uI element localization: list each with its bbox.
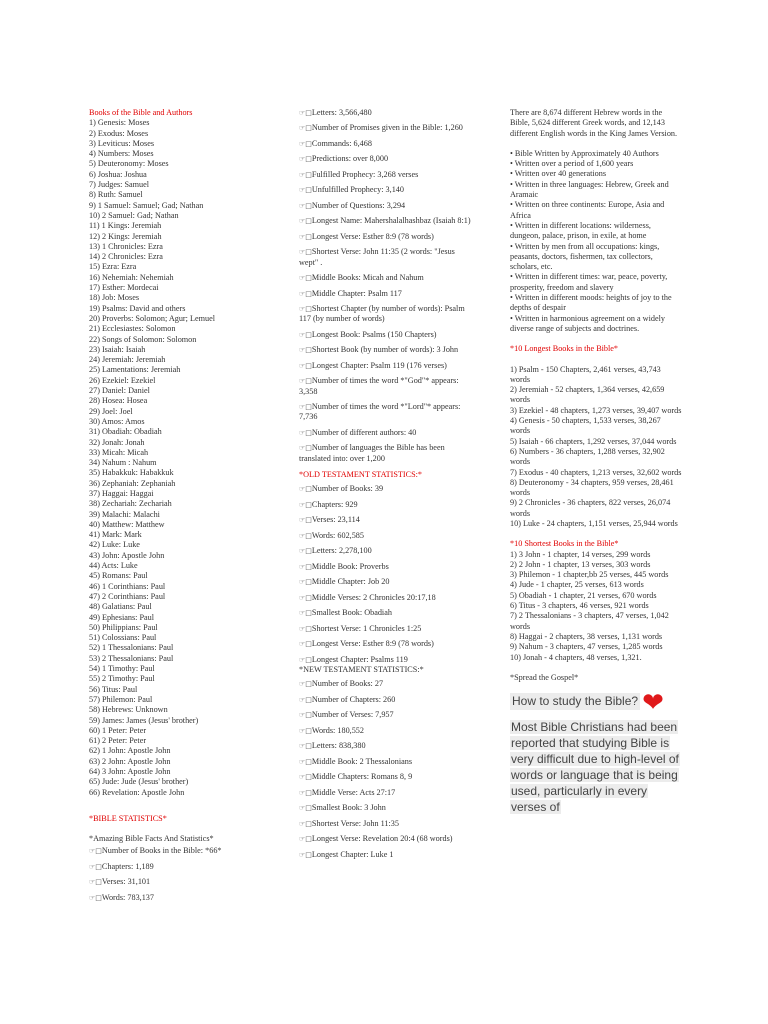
pointing-hand-icon: ☞□ [299, 655, 312, 664]
old-testament-stat [299, 608, 474, 618]
book-author-item: 40) Matthew: Matthew [89, 519, 165, 529]
new-testament-stat-text: Smallest Book: 3 John [311, 803, 386, 813]
new-testament-list [299, 679, 474, 860]
pointing-hand-icon: ☞□ [299, 578, 312, 587]
general-stats-list [299, 108, 474, 464]
new-testament-stat [299, 757, 474, 767]
book-author-item: 65) Jude: Jude (Jesus' brother) [89, 777, 189, 787]
pointing-hand-icon: ☞□ [299, 201, 312, 210]
book-author-item: 13) 1 Chronicles: Ezra [89, 241, 163, 251]
book-author-item: 18) Job: Moses [89, 293, 140, 303]
book-author-item: 25) Lamentations: Jeremiah [89, 365, 181, 375]
book-author-item: 39) Malachi: Malachi [89, 509, 160, 519]
pointing-hand-icon: ☞□ [299, 109, 312, 117]
general-stat-item [299, 139, 474, 149]
general-stat-item [299, 108, 474, 118]
pointing-hand-icon: ☞□ [299, 124, 312, 133]
general-stat-item-text: Longest Chapter: Psalm 119 (176 verses) [311, 360, 447, 370]
old-testament-stat-text: Words: 602,585 [311, 530, 364, 540]
pointing-hand-icon: ☞□ [89, 893, 102, 902]
book-author-item: 62) 1 John: Apostle John [89, 746, 171, 756]
general-stat-item [299, 376, 474, 397]
book-author-item: 47) 2 Corinthians: Paul [89, 591, 166, 601]
longest-book-item: 5) Isaiah - 66 chapters, 1,292 verses, 37,044 words [510, 436, 677, 446]
general-stat-item-text: Number of languages the Bible has been translated into: over 1,200 [299, 443, 445, 463]
bible-stat-item-text: Number of Books in the Bible: *66* [101, 846, 222, 856]
book-author-item: 10) 2 Samuel: Gad; Nathan [89, 210, 179, 220]
book-author-item: 34) Nahum : Nahum [89, 458, 157, 468]
pointing-hand-icon: ☞□ [299, 500, 312, 509]
book-author-item: 61) 2 Peter: Peter [89, 736, 147, 746]
general-stat-item [299, 123, 474, 133]
old-testament-stat [299, 655, 474, 665]
bible-stats-list [89, 846, 289, 903]
new-testament-stat [299, 741, 474, 751]
authorship-bullet: • Written in different locations: wilderness, dungeon, palace, prison, in exile, at home [510, 220, 651, 241]
general-stat-item-text: Middle Books: Micah and Nahum [311, 273, 424, 283]
pointing-hand-icon: ☞□ [89, 878, 102, 887]
general-stat-item-text: Shortest Verse: John 11:35 (2 words: "Jesus wept" . [299, 247, 455, 267]
book-author-item: 1) Genesis: Moses [89, 118, 150, 128]
pointing-hand-icon: ☞□ [299, 444, 312, 453]
general-stat-item-text: Longest Name: Mahershalalhashbaz (Isaiah 8:1) [311, 216, 471, 226]
new-testament-stat [299, 710, 474, 720]
bible-stat-item-text: Verses: 31,101 [101, 877, 151, 887]
book-author-item: 36) Zephaniah: Zephaniah [89, 478, 176, 488]
old-testament-stat [299, 546, 474, 556]
bible-statistics-title: *BIBLE STATISTICS* [89, 813, 167, 823]
pointing-hand-icon: ☞□ [299, 695, 312, 704]
old-testament-list [299, 484, 474, 665]
new-testament-stat-text: Longest Chapter: Luke 1 [311, 849, 394, 859]
longest-book-item: 1) Psalm - 150 Chapters, 2,461 verses, 43,743 words [510, 364, 661, 384]
book-author-item: 23) Isaiah: Isaiah [89, 344, 146, 354]
new-testament-stat-text: Letters: 838,380 [311, 741, 366, 751]
new-testament-stat-text: Middle Chapters: Romans 8, 9 [311, 772, 413, 782]
general-stat-item-text: Middle Chapter: Psalm 117 [311, 288, 402, 298]
new-testament-stat [299, 850, 474, 860]
book-author-item: 29) Joel: Joel [89, 406, 133, 416]
book-author-item: 38) Zechariah: Zechariah [89, 499, 172, 509]
book-author-item: 54) 1 Timothy: Paul [89, 664, 155, 674]
old-testament-stat-text: Letters: 2,278,100 [311, 546, 372, 556]
old-testament-stat [299, 515, 474, 525]
pointing-hand-icon: ☞□ [299, 804, 312, 813]
study-paragraph [510, 719, 682, 815]
book-author-item: 43) John: Apostle John [89, 550, 165, 560]
pointing-hand-icon: ☞□ [299, 624, 312, 633]
general-stat-item-text: Number of Questions: 3,294 [311, 200, 406, 210]
book-author-item: 2) Exodus: Moses [89, 128, 149, 138]
old-testament-stat [299, 593, 474, 603]
pointing-hand-icon: ☞□ [299, 289, 312, 298]
shortest-book-item: 3) Philemon - 1 chapter,bb 25 verses, 445 words [510, 570, 669, 580]
pointing-hand-icon: ☞□ [299, 346, 312, 355]
longest-book-item: 3) Ezekiel - 48 chapters, 1,273 verses, 39,407 words [510, 405, 682, 415]
old-testament-stat-text: Chapters: 929 [311, 499, 358, 509]
pointing-hand-icon: ☞□ [299, 516, 312, 525]
book-author-item: 60) 1 Peter: Peter [89, 725, 147, 735]
new-testament-stat [299, 819, 474, 829]
general-stat-item [299, 232, 474, 242]
shortest-book-item: 2) 2 John - 1 chapter, 13 verses, 303 words [510, 559, 651, 569]
pointing-hand-icon: ☞□ [299, 757, 312, 766]
general-stat-item-text: Fulfilled Prophecy: 3,268 verses [311, 169, 419, 179]
general-stat-item [299, 154, 474, 164]
pointing-hand-icon: ☞□ [299, 850, 312, 859]
book-author-item: 6) Joshua: Joshua [89, 169, 147, 179]
pointing-hand-icon: ☞□ [299, 640, 312, 649]
book-author-item: 11) 1 Kings: Jeremiah [89, 221, 162, 231]
pointing-hand-icon: ☞□ [89, 862, 102, 871]
pointing-hand-icon: ☞□ [299, 835, 312, 844]
shortest-book-item: 5) Obadiah - 1 chapter, 21 verses, 670 words [510, 590, 657, 600]
book-author-item: 32) Jonah: Jonah [89, 437, 145, 447]
authorship-bullet: • Written in harmonious agreement on a widely diverse range of subjects and doctrines. [510, 313, 665, 333]
shortest-book-item: 9) Nahum - 3 chapters, 47 verses, 1,285 words [510, 642, 663, 652]
longest-book-item: 6) Numbers - 36 chapters, 1,288 verses, 32,902 words [510, 446, 665, 467]
general-stat-item-text: Number of times the word *"God"* appears: 3,358 [299, 376, 459, 396]
book-author-item: 44) Acts: Luke [89, 561, 138, 571]
old-testament-stat-text: Shortest Verse: 1 Chronicles 1:25 [311, 623, 422, 633]
longest-books-list [510, 365, 682, 530]
new-testament-stat [299, 788, 474, 798]
old-testament-stat [299, 624, 474, 634]
general-stat-item [299, 170, 474, 180]
general-stat-item [299, 273, 474, 283]
general-stat-item [299, 201, 474, 211]
books-list [89, 118, 289, 798]
book-author-item: 22) Songs of Solomon: Solomon [89, 334, 197, 344]
book-author-item: 30) Amos: Amos [89, 416, 145, 426]
new-testament-stat [299, 803, 474, 813]
general-stat-item-text: Longest Verse: Esther 8:9 (78 words) [311, 231, 434, 241]
book-author-item: 42) Luke: Luke [89, 540, 140, 550]
book-author-item: 26) Ezekiel: Ezekiel [89, 375, 156, 385]
old-testament-stat-text: Longest Verse: Esther 8:9 (78 words) [311, 639, 434, 649]
shortest-book-item: 6) Titus - 3 chapters, 46 verses, 921 words [510, 601, 649, 611]
longest-book-item: 7) Exodus - 40 chapters, 1,213 verses, 32,602 words [510, 467, 682, 477]
pointing-hand-icon: ☞□ [299, 403, 312, 412]
bible-stat-item [89, 862, 289, 872]
new-testament-stat [299, 679, 474, 689]
authorship-bullet: • Written on three continents: Europe, Asia and Africa [510, 200, 665, 220]
book-author-item: 17) Esther: Mordecai [89, 283, 159, 293]
book-author-item: 12) 2 Kings: Jeremiah [89, 231, 162, 241]
shortest-book-item: 10) Jonah - 4 chapters, 48 verses, 1,321. [510, 652, 642, 662]
new-testament-stat-text: Number of Verses: 7,957 [311, 710, 394, 720]
authorship-bullet: • Written over a period of 1,600 years [510, 159, 634, 169]
longest-book-item: 9) 2 Chronicles - 36 chapters, 822 verses, 26,074 words [510, 498, 671, 518]
pointing-hand-icon: ☞□ [299, 232, 312, 241]
new-testament-stat-text: Shortest Verse: John 11:35 [311, 818, 399, 828]
study-title: How to study the Bible? [512, 694, 639, 709]
pointing-hand-icon: ☞□ [299, 742, 312, 751]
column-statistics [299, 108, 474, 865]
book-author-item: 15) Ezra: Ezra [89, 262, 137, 272]
book-author-item: 7) Judges: Samuel [89, 180, 150, 190]
general-stat-item-text: Commands: 6,468 [311, 138, 372, 148]
shortest-book-item: 7) 2 Thessalonians - 3 chapters, 47 verses, 1,042 words [510, 611, 669, 631]
old-testament-stat [299, 639, 474, 649]
book-author-item: 64) 3 John: Apostle John [89, 767, 171, 776]
pointing-hand-icon: ☞□ [299, 726, 312, 735]
longest-book-item: 2) Jeremiah - 52 chapters, 1,364 verses, 42,659 words [510, 385, 665, 405]
general-stat-item-text: Longest Book: Psalms (150 Chapters) [311, 329, 437, 339]
longest-book-item: 8) Deuteronomy - 34 chapters, 959 verses, 28,461 words [510, 477, 674, 498]
book-author-item: 4) Numbers: Moses [89, 149, 154, 159]
book-author-item: 51) Colossians: Paul [89, 633, 157, 643]
amazing-facts-intro: *Amazing Bible Facts And Statistics* [89, 834, 214, 844]
books-authors-title: Books of the Bible and Authors [89, 108, 193, 117]
book-author-item: 14) 2 Chronicles: Ezra [89, 252, 163, 262]
longest-book-item: 4) Genesis - 50 chapters, 1,533 verses, 38,267 words [510, 416, 661, 436]
shortest-books-title: *10 Shortest Books in the Bible* [510, 539, 619, 549]
pointing-hand-icon: ☞□ [299, 680, 312, 689]
longest-books-title: *10 Longest Books in the Bible* [510, 344, 619, 354]
word-count-intro: There are 8,674 different Hebrew words in the Bible, 5,624 different Greek words, and 12,143 different English words in the King James Version. [510, 108, 678, 138]
book-author-item: 35) Habakkuk: Habakkuk [89, 468, 174, 478]
book-author-item: 57) Philemon: Paul [89, 694, 153, 704]
book-author-item: 5) Deuteronomy: Moses [89, 159, 169, 169]
new-testament-stat [299, 772, 474, 782]
old-testament-stat [299, 577, 474, 587]
pointing-hand-icon: ☞□ [299, 547, 312, 556]
book-author-item: 33) Micah: Micah [89, 447, 149, 457]
pointing-hand-icon: ☞□ [299, 248, 312, 257]
new-testament-stat [299, 834, 474, 844]
new-testament-stat-text: Middle Book: 2 Thessalonians [311, 756, 413, 766]
study-paragraph-text: Most Bible Christians had been reported that studying Bible is very difficult due to high-level of words or language that is being used, particularly in every verses of [511, 720, 679, 815]
book-author-item: 66) Revelation: Apostle John [89, 787, 185, 797]
study-heading-row [510, 688, 682, 719]
new-testament-title: *NEW TESTAMENT STATISTICS:* [299, 665, 424, 675]
old-testament-stat-text: Middle Chapter: Job 20 [311, 577, 390, 587]
book-author-item: 49) Ephesians: Paul [89, 612, 155, 622]
pointing-hand-icon: ☞□ [299, 155, 312, 164]
book-author-item: 24) Jeremiah: Jeremiah [89, 355, 166, 365]
book-author-item: 9) 1 Samuel: Samuel; Gad; Nathan [89, 200, 204, 210]
column-books-authors [89, 108, 289, 908]
book-author-item: 37) Haggai: Haggai [89, 488, 154, 498]
pointing-hand-icon: ☞□ [299, 274, 312, 283]
book-author-item: 52) 1 Thessalonians: Paul [89, 643, 174, 653]
book-author-item: 58) Hebrews: Unknown [89, 705, 168, 715]
book-author-item: 56) Titus: Paul [89, 684, 138, 694]
book-author-item: 16) Nehemiah: Nehemiah [89, 272, 174, 282]
old-testament-stat-text: Verses: 23,114 [311, 515, 360, 525]
general-stat-item-text: Shortest Chapter (by number of words): Psalm 117 (by number of words) [299, 304, 465, 324]
book-author-item: 8) Ruth: Samuel [89, 190, 143, 200]
longest-book-item: 10) Luke - 24 chapters, 1,151 verses, 25,944 words [510, 518, 678, 528]
general-stat-item [299, 345, 474, 355]
shortest-book-item: 8) Haggai - 2 chapters, 38 verses, 1,131 words [510, 631, 663, 641]
bible-stat-item-text: Chapters: 1,189 [101, 861, 154, 871]
pointing-hand-icon: ☞□ [299, 139, 312, 148]
new-testament-stat-text: Middle Verse: Acts 27:17 [311, 787, 396, 797]
old-testament-stat [299, 484, 474, 494]
book-author-item: 63) 2 John: Apostle John [89, 756, 171, 766]
general-stat-item [299, 443, 474, 464]
book-author-item: 21) Ecclesiastes: Solomon [89, 324, 176, 334]
book-author-item: 20) Proverbs: Solomon; Agur; Lemuel [89, 313, 215, 323]
bible-stat-item-text: Words: 783,137 [101, 892, 154, 902]
pointing-hand-icon: ☞□ [299, 531, 312, 540]
pointing-hand-icon: ☞□ [299, 788, 312, 797]
authorship-bullet: • Written over 40 generations [510, 169, 607, 179]
book-author-item: 3) Leviticus: Moses [89, 138, 155, 148]
book-author-item: 27) Daniel: Daniel [89, 386, 150, 396]
new-testament-stat-text: Longest Verse: Revelation 20:4 (68 words) [311, 834, 453, 844]
pointing-hand-icon: ☞□ [299, 773, 312, 782]
general-stat-item [299, 402, 474, 423]
book-author-item: 46) 1 Corinthians: Paul [89, 581, 166, 591]
bible-stat-item [89, 893, 289, 903]
new-testament-stat-text: Number of Chapters: 260 [311, 694, 396, 704]
book-author-item: 53) 2 Thessalonians: Paul [89, 653, 174, 663]
spread-gospel-text: *Spread the Gospel* [510, 672, 579, 682]
pointing-hand-icon: ☞□ [299, 217, 312, 226]
general-stat-item-text: Number of Promises given in the Bible: 1,260 [311, 123, 463, 133]
pointing-hand-icon: ☞□ [299, 609, 312, 618]
general-stat-item [299, 304, 474, 325]
shortest-book-item: 1) 3 John - 1 chapter, 14 verses, 299 words [510, 549, 651, 559]
book-author-item: 45) Romans: Paul [89, 571, 148, 581]
general-stat-item-text: Number of different authors: 40 [311, 427, 417, 437]
bible-stat-item [89, 846, 289, 856]
general-stat-item-text: Letters: 3,566,480 [311, 108, 372, 117]
old-testament-stat-text: Smallest Book: Obadiah [311, 608, 392, 618]
pointing-hand-icon: ☞□ [299, 377, 312, 386]
heart-icon: ❤ [642, 688, 664, 719]
general-stat-item [299, 247, 474, 268]
general-stat-item-text: Number of times the word *"Lord"* appears: 7,736 [299, 402, 461, 422]
new-testament-stat-text: Words: 180,552 [311, 725, 364, 735]
shortest-book-item: 4) Jude - 1 chapter, 25 verses, 613 words [510, 580, 644, 590]
old-testament-title: *OLD TESTAMENT STATISTICS:* [299, 469, 423, 479]
general-stat-item-text: Unfulfilled Prophecy: 3,140 [311, 185, 404, 195]
book-author-item: 41) Mark: Mark [89, 530, 142, 540]
general-stat-item [299, 185, 474, 195]
authorship-bullet: • Written in three languages: Hebrew, Greek and Aramaic [510, 179, 669, 200]
general-stat-item [299, 428, 474, 438]
pointing-hand-icon: ☞□ [299, 361, 312, 370]
general-stat-item-text: Shortest Book (by number of words): 3 John [311, 345, 459, 355]
pointing-hand-icon: ☞□ [299, 819, 312, 828]
authorship-bullet: • Written in different moods: heights of joy to the depths of despair [510, 293, 672, 313]
general-stat-item [299, 289, 474, 299]
general-stat-item [299, 361, 474, 371]
old-testament-stat-text: Middle Book: Proverbs [311, 561, 389, 571]
authorship-bullet: • Written in different times: war, peace, poverty, prosperity, freedom and slavery [510, 272, 668, 292]
pointing-hand-icon: ☞□ [299, 711, 312, 720]
new-testament-stat [299, 695, 474, 705]
book-author-item: 28) Hosea: Hosea [89, 396, 148, 406]
pointing-hand-icon: ☞□ [299, 305, 312, 314]
shortest-books-list [510, 550, 682, 663]
old-testament-stat-text: Middle Verses: 2 Chronicles 20:17,18 [311, 592, 436, 602]
new-testament-stat-text: Number of Books: 27 [311, 679, 384, 689]
authorship-bullets [510, 149, 682, 334]
general-stat-item-text: Predictions: over 8,000 [311, 154, 389, 164]
pointing-hand-icon: ☞□ [299, 170, 312, 179]
general-stat-item [299, 330, 474, 340]
authorship-bullet: • Written by men from all occupations: kings, peasants, doctors, fishermen, tax collectors, scholars, etc. [510, 241, 660, 272]
authorship-bullet: • Bible Written by Approximately 40 Authors [510, 148, 659, 158]
column-facts [510, 108, 682, 815]
book-author-item: 48) Galatians: Paul [89, 602, 152, 612]
book-author-item: 55) 2 Timothy: Paul [89, 674, 155, 684]
pointing-hand-icon: ☞□ [299, 593, 312, 602]
old-testament-stat [299, 500, 474, 510]
pointing-hand-icon: ☞□ [299, 186, 312, 195]
old-testament-stat [299, 531, 474, 541]
new-testament-stat [299, 726, 474, 736]
pointing-hand-icon: ☞□ [89, 847, 102, 856]
old-testament-stat-text: Number of Books: 39 [311, 484, 384, 494]
pointing-hand-icon: ☞□ [299, 562, 312, 571]
general-stat-item [299, 216, 474, 226]
pointing-hand-icon: ☞□ [299, 485, 312, 494]
pointing-hand-icon: ☞□ [299, 428, 312, 437]
old-testament-stat [299, 562, 474, 572]
pointing-hand-icon: ☞□ [299, 330, 312, 339]
book-author-item: 50) Philippians: Paul [89, 622, 158, 632]
bible-stat-item [89, 877, 289, 887]
book-author-item: 59) James: James (Jesus' brother) [89, 715, 199, 725]
old-testament-stat-text: Longest Chapter: Psalms 119 [311, 654, 408, 664]
book-author-item: 19) Psalms: David and others [89, 303, 186, 313]
book-author-item: 31) Obadiah: Obadiah [89, 427, 162, 437]
